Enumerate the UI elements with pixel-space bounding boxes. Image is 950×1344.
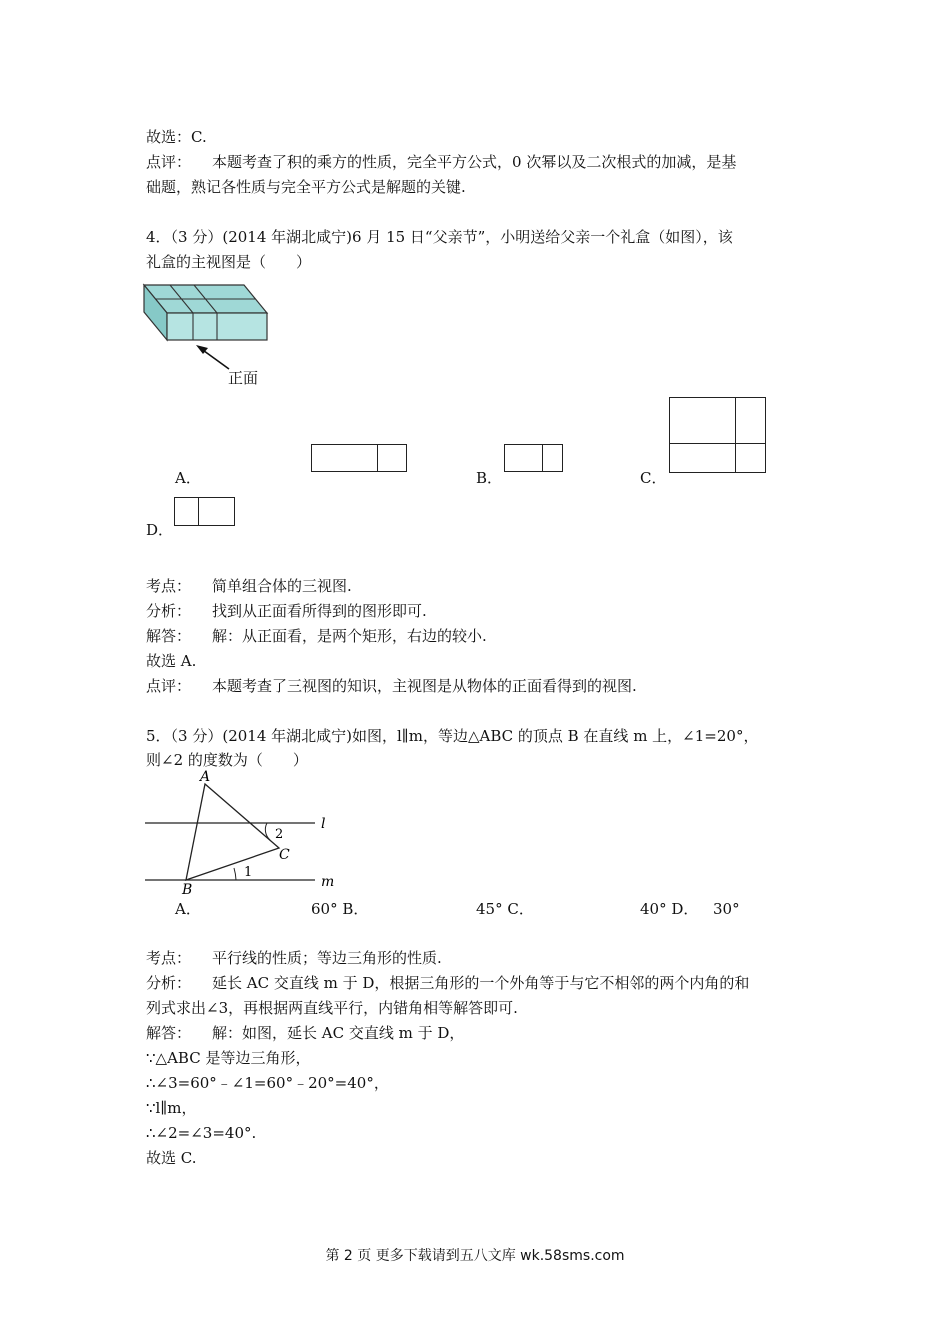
q5-jieda (146, 1022, 464, 1044)
q4-option-b-label: B． (476, 469, 503, 487)
q3-comment (146, 151, 736, 173)
q5-step2: ∴∠3=60°﹣∠1=60°﹣20°=40°， (146, 1074, 389, 1092)
jieda-label: 解答： (146, 1024, 192, 1042)
q4-answer: 故选 A. (146, 652, 197, 670)
q5-step1: ∵△ABC 是等边三角形， (146, 1049, 311, 1067)
q5-step4: ∴∠2=∠3=40°. (146, 1124, 257, 1142)
kaodian-text: 简单组合体的三视图. (212, 577, 352, 595)
q4-kaodian (146, 575, 352, 597)
q4-option-d-figure (174, 497, 235, 526)
q5-option-a-value (311, 898, 368, 920)
kaodian-text: 平行线的性质；等边三角形的性质. (212, 949, 442, 967)
option-b-value: 45° (476, 900, 503, 918)
option-a-value: 60° (311, 900, 338, 918)
fenxi-label: 分析： (146, 602, 192, 620)
comment-label: 点评： (146, 153, 192, 171)
kaodian-label: 考点： (146, 577, 192, 595)
q4-option-c-figure (669, 397, 766, 473)
q5-fenxi-cont: 列式求出∠3，再根据两直线平行，内错角相等解答即可. (146, 999, 518, 1017)
q4-option-a-label: A． (175, 469, 201, 487)
line-m-label: m (321, 874, 335, 890)
option-d-label: D． (671, 900, 699, 918)
q4-stem-line2: 礼盒的主视图是（ ） (146, 253, 312, 271)
vertex-c-label: C (279, 847, 290, 863)
q4-option-d-label: D． (146, 521, 174, 539)
q5-answer: 故选 C. (146, 1149, 197, 1167)
comment-text: 本题考查了积的乘方的性质，完全平方公式，0 次幂以及二次根式的加减，是基 (212, 153, 737, 171)
q4-comment (146, 675, 637, 697)
kaodian-label: 考点： (146, 949, 192, 967)
comment-label: 点评： (146, 677, 192, 695)
option-c-label: C． (507, 900, 534, 918)
q5-option-a: A． (175, 900, 201, 918)
angle-2-label: 2 (275, 827, 284, 842)
fenxi-label: 分析： (146, 974, 192, 992)
q4-option-b-figure (504, 444, 563, 472)
jieda-label: 解答： (146, 627, 192, 645)
page-footer: 第 2 页 更多下载请到五八文库 wk.58sms.com (325, 1248, 625, 1264)
q4-fenxi (146, 600, 427, 622)
q4-option-a-figure (311, 444, 407, 472)
line-l-label: l (321, 816, 326, 832)
comment-text: 本题考查了三视图的知识，主视图是从物体的正面看得到的视图. (212, 677, 637, 695)
q4-stem-line1: 4．（3 分）(2014 年湖北咸宁)6 月 15 日“父亲节”，小明送给父亲一个礼盒（如图），该 (146, 228, 733, 246)
q4-jieda (146, 625, 487, 647)
option-c-value: 40° (640, 900, 667, 918)
angle-1-label: 1 (244, 865, 253, 880)
gift-box-figure (140, 282, 280, 392)
q5-stem-line1: 5．（3 分）(2014 年湖北咸宁)如图，l∥m，等边△ABC 的顶点 B 在直线 m 上，∠1=20°， (146, 727, 759, 745)
q5-option-b-value (476, 898, 534, 920)
option-b-label: B． (342, 900, 369, 918)
vertex-a-label: A (200, 769, 211, 785)
fenxi-text: 延长 AC 交直线 m 于 D，根据三角形的一个外角等于与它不相邻的两个内角的和 (212, 974, 750, 992)
triangle-parallel-lines-figure (140, 768, 350, 896)
q5-fenxi (146, 972, 749, 994)
jieda-text: 解：从正面看，是两个矩形，右边的较小. (212, 627, 487, 645)
jieda-text: 解：如图，延长 AC 交直线 m 于 D， (212, 1024, 465, 1042)
fenxi-text: 找到从正面看所得到的图形即可. (212, 602, 427, 620)
q5-option-d-value: 30° (713, 900, 740, 918)
q3-comment-cont: 础题，熟记各性质与完全平方公式是解题的关键. (146, 178, 466, 196)
q4-option-c-label: C． (640, 469, 667, 487)
vertex-b-label: B (182, 882, 193, 896)
q3-answer: 故选：C. (146, 128, 207, 146)
q5-option-c-value (640, 898, 698, 920)
q5-kaodian (146, 947, 442, 969)
q5-step3: ∵l∥m， (146, 1099, 197, 1117)
q5-stem-line2: 则∠2 的度数为（ ） (146, 751, 308, 769)
front-label: 正面 (228, 369, 259, 387)
